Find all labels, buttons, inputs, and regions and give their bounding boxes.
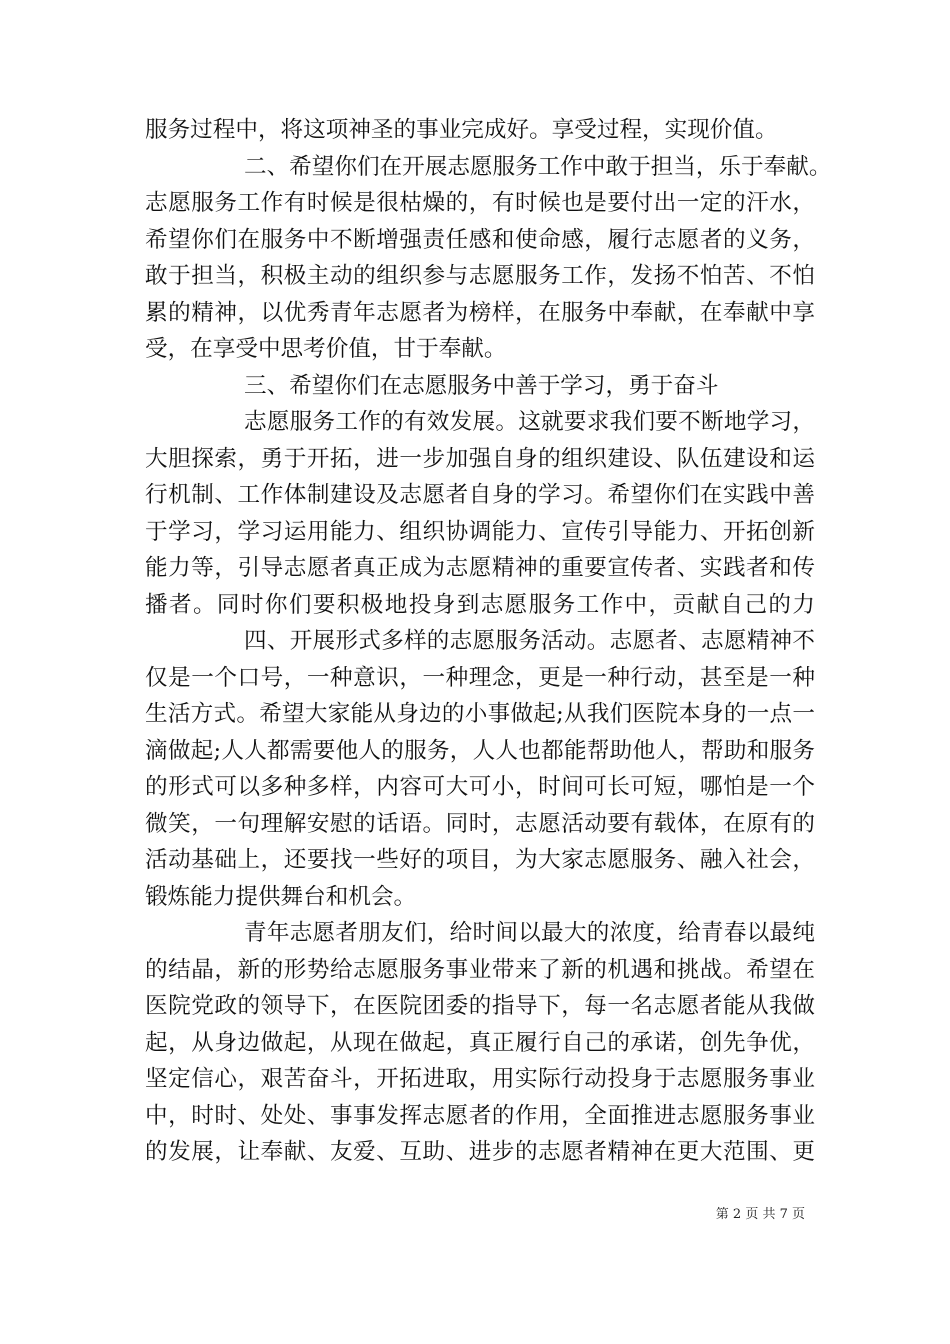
text-line: 播者。同时你们要积极地投身到志愿服务工作中，贡献自己的力 bbox=[145, 591, 815, 618]
text-line: 希望你们在服务中不断增强责任感和使命感，履行志愿者的义务， bbox=[145, 226, 815, 253]
text-line: 于学习，学习运用能力、组织协调能力、宣传引导能力、开拓创新 bbox=[145, 518, 815, 545]
text-line: 的发展，让奉献、友爱、互助、进步的志愿者精神在更大范围、更 bbox=[145, 1139, 815, 1165]
text-line: 四、开展形式多样的志愿服务活动。志愿者、志愿精神不 bbox=[244, 628, 815, 654]
text-line: 三、希望你们在志愿服务中善于学习，勇于奋斗 bbox=[244, 372, 719, 399]
text-line: 活动基础上，还要找一些好的项目，为大家志愿服务、融入社会， bbox=[145, 847, 815, 873]
document-body bbox=[145, 112, 832, 1171]
text-line: 锻炼能力提供舞台和机会。 bbox=[145, 883, 417, 910]
text-line: 起，从身边做起，从现在做起，真正履行自己的承诺，创先争优， bbox=[145, 1029, 815, 1056]
text-line: 服务过程中，将这项神圣的事业完成好。享受过程，实现价值。 bbox=[145, 117, 778, 143]
page-number-footer: 第 2 页 共 7 页 bbox=[715, 1207, 805, 1222]
text-line: 的形式可以多种多样，内容可大可小，时间可长可短，哪怕是一个 bbox=[145, 774, 815, 800]
text-line: 志愿服务工作的有效发展。这就要求我们要不断地学习， bbox=[244, 409, 815, 435]
text-line: 仅是一个口号，一种意识，一种理念，更是一种行动，甚至是一种 bbox=[145, 664, 815, 691]
text-line: 的结晶，新的形势给志愿服务事业带来了新的机遇和挑战。希望在 bbox=[145, 956, 815, 983]
text-line: 中，时时、处处、事事发挥志愿者的作用，全面推进志愿服务事业 bbox=[145, 1102, 815, 1129]
text-line: 二、希望你们在开展志愿服务工作中敢于担当，乐于奉献。 bbox=[244, 153, 832, 180]
text-line: 滴做起;人人都需要他人的服务，人人也都能帮助他人，帮助和服务 bbox=[145, 737, 815, 764]
text-line: 累的精神，以优秀青年志愿者为榜样，在服务中奉献，在奉献中享 bbox=[145, 299, 815, 326]
text-line: 行机制、工作体制建设及志愿者自身的学习。希望你们在实践中善 bbox=[145, 482, 815, 508]
text-line: 青年志愿者朋友们，给时间以最大的浓度，给青春以最纯 bbox=[244, 920, 815, 946]
text-line: 微笑，一句理解安慰的话语。同时，志愿活动要有载体，在原有的 bbox=[145, 810, 815, 837]
text-line: 敢于担当，积极主动的组织参与志愿服务工作，发扬不怕苦、不怕 bbox=[145, 263, 815, 289]
text-line: 坚定信心，艰苦奋斗，开拓进取，用实际行动投身于志愿服务事业 bbox=[145, 1066, 815, 1092]
text-line: 能力等，引导志愿者真正成为志愿精神的重要宣传者、实践者和传 bbox=[145, 555, 815, 581]
text-line: 受，在享受中思考价值，甘于奉献。 bbox=[145, 336, 507, 362]
text-line: 大胆探索，勇于开拓，进一步加强自身的组织建设、队伍建设和运 bbox=[145, 445, 815, 472]
text-line: 志愿服务工作有时候是很枯燥的，有时候也是要付出一定的汗水， bbox=[145, 190, 815, 216]
text-line: 医院党政的领导下，在医院团委的指导下，每一名志愿者能从我做 bbox=[145, 993, 815, 1019]
text-line: 生活方式。希望大家能从身边的小事做起;从我们医院本身的一点一 bbox=[145, 701, 815, 727]
